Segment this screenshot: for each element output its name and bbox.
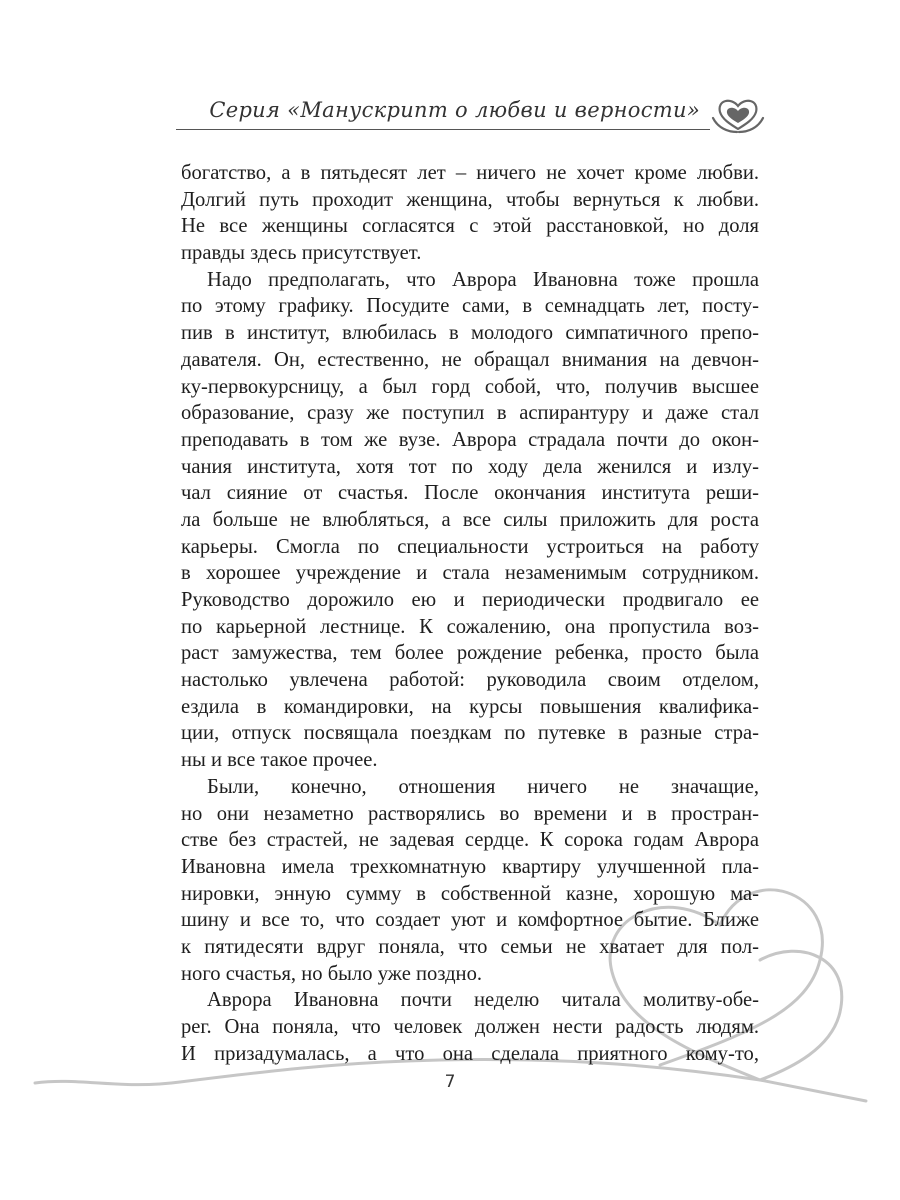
text-line: чал сияние от счастья. После окончания института реши- xyxy=(181,482,759,505)
text-line: раст замужества, тем более рождение ребенка, просто была xyxy=(181,642,759,665)
text-line: рег. Она поняла, что человек должен нести радость людям. xyxy=(181,1016,759,1038)
text-line: правды здесь присутствует. xyxy=(181,242,422,265)
text-line: Долгий путь проходит женщина, чтобы вернуться к любви. xyxy=(181,188,759,211)
text-line: стве без страстей, не задевая сердце. К сорока годам Аврора xyxy=(181,829,759,852)
text-line: по этому графику. Посудите сами, в семнадцать лет, посту- xyxy=(181,295,759,318)
text-line: ны и все такое прочее. xyxy=(181,749,378,772)
text-line: образование, сразу же поступил в аспирантуру и даже стал xyxy=(181,402,759,425)
text-line: преподавать в том же вузе. Аврора страдала почти до окон- xyxy=(181,428,759,451)
text-line: богатство, а в пятьдесят лет – ничего не хочет кроме любви. xyxy=(181,162,759,184)
text-line: ции, отпуск посвящала поездкам по путевке в разные стра- xyxy=(181,722,759,745)
text-line: по карьерной лестнице. К сожалению, она пропустила воз- xyxy=(181,615,759,638)
text-line: карьеры. Смогла по специальности устроиться на работу xyxy=(181,535,759,558)
text-line: пив в институт, влюбилась в молодого симпатичного препо- xyxy=(181,322,759,345)
text-line: Аврора Ивановна почти неделю читала молитву-обе- xyxy=(207,989,759,1012)
text-line: Надо предполагать, что Аврора Ивановна тоже прошла xyxy=(207,268,759,291)
text-line: но они незаметно растворялись во времени и в простран- xyxy=(181,802,759,825)
text-line: настолько увлечена работой: руководила своим отделом, xyxy=(181,669,759,692)
text-line: ку-первокурсницу, а был горд собой, что, получив высшее xyxy=(181,375,759,398)
text-line: давателя. Он, естественно, не обращал внимания на девчон- xyxy=(181,348,759,371)
text-line: Ивановна имела трехкомнатную квартиру улучшенной пла- xyxy=(181,855,759,878)
text-line: И призадумалась, а что она сделала приятного кому-то, xyxy=(181,1042,759,1065)
text-line: чания института, хотя тот по ходу дела женился и излу- xyxy=(181,455,759,478)
text-line: в хорошее учреждение и стала незаменимым сотрудником. xyxy=(181,562,759,585)
page-number: 7 xyxy=(444,1072,456,1092)
text-line: ездила в командировки, на курсы повышения квалифика- xyxy=(181,695,759,718)
text-line: Были, конечно, отношения ничего не значащие, xyxy=(207,775,759,798)
text-line: нировки, энную сумму в собственной казне, хорошую ма- xyxy=(181,882,759,905)
series-title: Серия «Манускрипт о любви и верности» xyxy=(209,98,700,122)
header-rule xyxy=(176,129,710,130)
text-line: Руководство дорожило ею и периодически продвигало ее xyxy=(181,589,759,611)
heart-hands-icon xyxy=(710,96,766,136)
text-line: шину и все то, что создает уют и комфортное бытие. Ближе xyxy=(181,909,759,932)
text-line: Не все женщины согласятся с этой расстановкой, но доля xyxy=(181,215,759,238)
text-line: ного счастья, но было уже поздно. xyxy=(181,962,483,985)
text-line: ла больше не влюбляться, а все силы приложить для роста xyxy=(181,508,759,531)
text-line: к пятидесяти вдруг поняла, что семьи не хватает для пол- xyxy=(181,935,759,958)
body-text xyxy=(181,160,759,1067)
